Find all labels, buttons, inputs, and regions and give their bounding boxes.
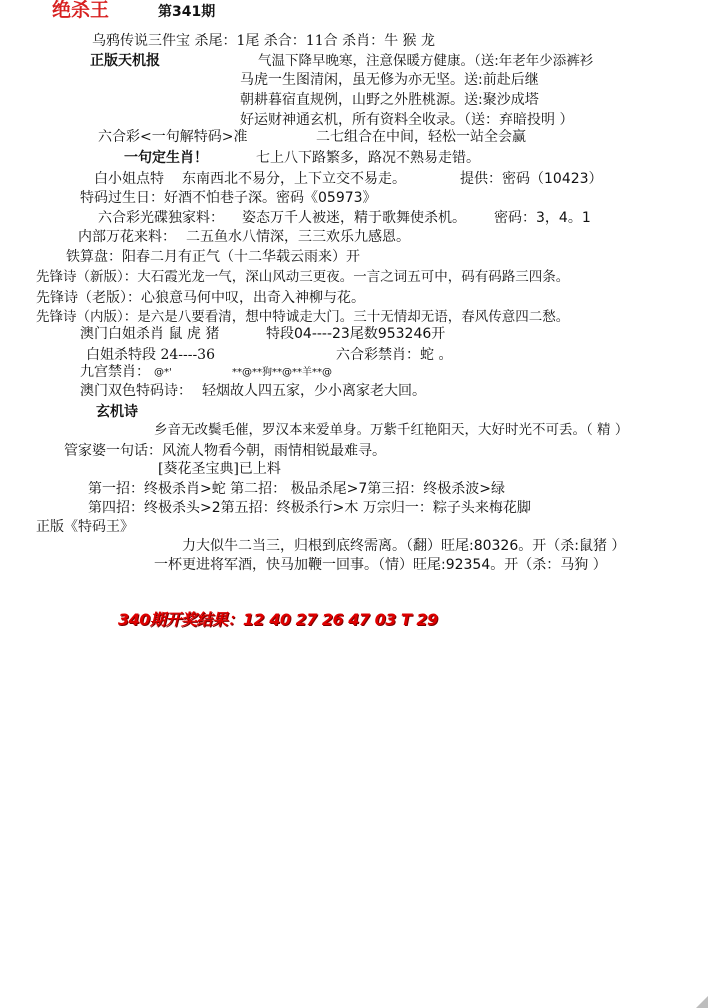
draw-result: 340期开奖结果：12 40 27 26 47 03 T 29 <box>118 610 438 629</box>
pioneer-poem-internal: 先锋诗（内版）：是六是八要看清，想中特诚走大门。三十无情却无语，春风传意四二愁。 <box>36 309 570 325</box>
issue-number: 第341期 <box>158 4 216 20</box>
corner-triangle-icon <box>696 996 708 1008</box>
white-lady-kill-segment: 白姐杀特段 24----36 <box>86 347 216 363</box>
one-line-special-header: 六合彩<一句解特码>准 <box>98 129 248 145</box>
cd-exclusive-code: 密码：3，4。1 <box>494 210 591 226</box>
cd-exclusive-header: 六合彩光碟独家料： <box>98 210 224 226</box>
crow-legend-line: 乌鸦传说三件宝 杀尾：1尾 杀合：11合 杀肖：牛 猴 龙 <box>92 33 435 49</box>
macau-kill-zodiac: 澳门白姐杀肖 鼠 虎 猪 <box>80 326 220 342</box>
macau-double-color-header: 澳门双色特码诗： <box>80 383 192 399</box>
special-king-header: 正版《特码王》 <box>36 519 134 535</box>
internal-source-verse: 二五鱼水八情深，三三欢乐九感恩。 <box>186 229 410 245</box>
zodiac-line-verse: 七上八下路繁多，路况不熟易走错。 <box>256 150 480 166</box>
mystery-poem-header: 玄机诗 <box>96 404 138 420</box>
special-king-verse-1: 力大似牛二当三，归根到底终需离。（翻）旺尾:80326。开（杀:鼠猪 ） <box>182 538 626 554</box>
zodiac-line-header: 一句定生肖！ <box>124 150 208 166</box>
white-lady-code: 提供：密码（10423） <box>460 171 603 187</box>
cd-exclusive-verse: 姿态万千人被迷，精于歌舞使杀机。 <box>242 210 466 226</box>
pioneer-poem-new: 先锋诗（新版）：大石霞光龙一气，深山风动三更夜。一言之词五可中，码有码路三四条。 <box>36 269 570 285</box>
nine-palace-code-b: **@**狗**@**羊**@ <box>232 367 332 378</box>
nine-palace-code-a: @*' <box>154 367 172 378</box>
white-lady-header: 白小姐点特 <box>94 171 164 187</box>
pioneer-poem-old: 先锋诗（老版）：心狼意马何中叹，出奇入神柳与花。 <box>36 290 365 306</box>
heaven-secret-header: 正版天机报 <box>90 53 160 69</box>
heaven-secret-verse-3: 朝耕暮宿直规例，山野之外胜桃源。送:聚沙成塔 <box>240 92 539 108</box>
special-king-verse-2: 一杯更进将军酒，快马加鞭一回事。（情）旺尾:92354。开（杀：马狗 ） <box>154 557 607 573</box>
abacus-line: 铁算盘：阳春二月有正气（十二华载云雨来）开 <box>66 249 360 265</box>
macau-special-segment: 特段04----23尾数953246开 <box>266 326 446 342</box>
sunflower-header: [葵花圣宝典]已上料 <box>158 461 281 477</box>
page-title: 绝杀王 <box>52 0 110 21</box>
internal-source-header: 内部万花来料： <box>78 229 176 245</box>
white-lady-verse: 东南西北不易分，上下立交不易走。 <box>182 171 406 187</box>
nine-palace-header: 九宫禁肖： <box>80 364 150 380</box>
move-line-1: 第一招：终极杀肖>蛇 第二招： 极品杀尾>7第三招：终极杀波>绿 <box>88 481 505 497</box>
mystery-poem-verse: 乡音无改鬓毛催，罗汉本来爱单身。万紫千红艳阳天，大好时光不可丢。（ 精 ） <box>154 422 629 438</box>
heaven-secret-verse-4: 好运财神通玄机，所有资料全收录。（送：弃暗投明 ） <box>240 112 574 128</box>
move-line-2: 第四招：终极杀头>2第五招：终极杀行>木 万宗归一：粽子头来梅花脚 <box>88 500 531 516</box>
heaven-secret-verse-2: 马虎一生图清闲，虽无修为亦无坚。送:前赴后继 <box>240 72 539 88</box>
housekeeper-line: 管家婆一句话：风流人物看今朝，雨情相锐最难寻。 <box>64 443 386 459</box>
heaven-secret-verse-1: 气温下降早晚寒，注意保暖方健康。（送:年老年少添裤衫 <box>258 53 594 69</box>
one-line-special-verse: 二七组合在中间，轻松一站全会赢 <box>316 129 526 145</box>
forbidden-zodiac: 六合彩禁肖：蛇 。 <box>336 347 453 363</box>
macau-double-color-verse: 轻烟故人四五家，少小离家老大回。 <box>202 383 426 399</box>
birthday-line: 特码过生日：好酒不怕巷子深。密码《05973》 <box>80 190 377 206</box>
